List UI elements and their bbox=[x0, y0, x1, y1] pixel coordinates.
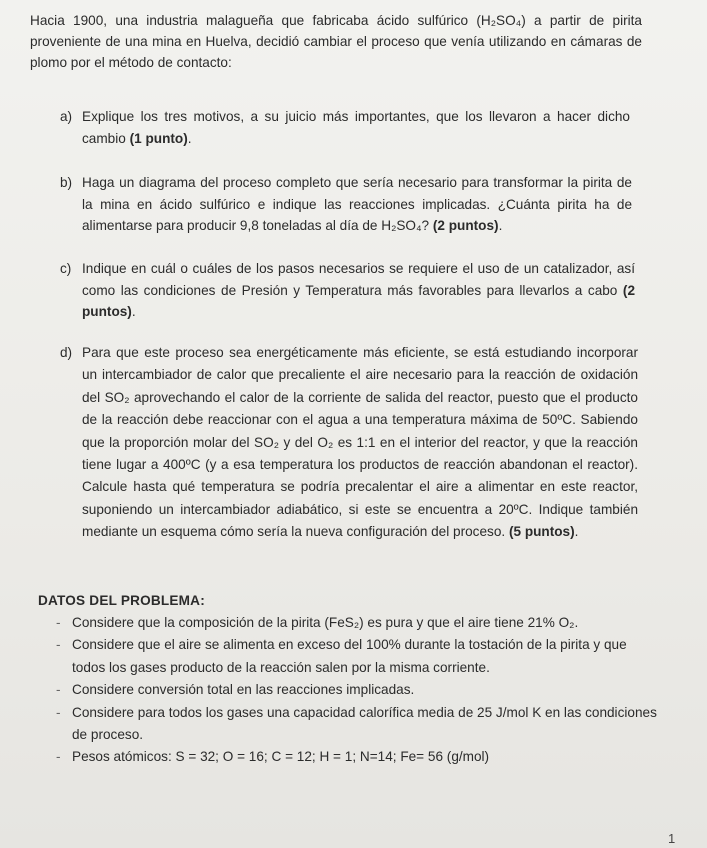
question-d: d) Para que este proceso sea energéticamente más eficiente, se está estudiando incorporar un intercambiador de calor que precaliente el aire necesario para la reacción de oxidación del SO₂ aprovechando el calor de la corriente de salida del reactor, puesto que el producto de la reacción debe reaccionar con el agua a una temperatura máxima de 50ºC. Sabiendo que la proporción molar del SO₂ y del O₂ es 1:1 en el interior del reactor, y que la reacción tiene lugar a 400ºC (y a esa temperatura los productos de reacción abandonan el reactor). Calcule hasta qué temperatura se podría precalentar el aire a alimentar en este reactor, suponiendo un intercambiador adiabático, si este se encuentra a 20ºC. Indique también mediante un esquema cómo sería la nueva configuración del proceso. (5 puntos). bbox=[60, 342, 638, 544]
page-number: 1 bbox=[668, 831, 676, 846]
list-item: - Pesos atómicos: S = 32; O = 16; C = 12; H = 1; N=14; Fe= 56 (g/mol) bbox=[54, 746, 660, 768]
question-label: d) bbox=[60, 345, 73, 360]
question-points: (5 puntos) bbox=[508, 524, 575, 540]
question-label: c) bbox=[60, 261, 72, 276]
list-item: - Considere conversión total en las reacciones implicadas. bbox=[54, 679, 660, 701]
question-text: Indique en cuál o cuáles de los pasos necesarios se requiere el uso de un catalizador, así como las condiciones de Presión y Temperatura más favorables para llevarlos a cabo bbox=[82, 261, 635, 298]
bullet: - bbox=[56, 704, 61, 720]
intro-paragraph: Hacia 1900, una industria malagueña que fabricaba ácido sulfúrico (H₂SO₄) a partir de pirita proveniente de una mina en Huelva, decidió cambiar el proceso que venía utilizando en cámaras de plomo por el método de contacto: bbox=[30, 13, 642, 70]
datos-list bbox=[54, 612, 660, 769]
question-text: Explique los tres motivos, a su juicio más importantes, que los llevaron a hacer dicho cambio bbox=[82, 109, 630, 146]
list-item: - Considere para todos los gases una capacidad calorífica media de 25 J/mol K en las condiciones de proceso. bbox=[54, 702, 660, 747]
list-item: - Considere que la composición de la pirita (FeS₂) es pura y que el aire tiene 21% O₂. bbox=[54, 612, 660, 634]
bullet: - bbox=[56, 615, 61, 630]
question-text: Haga un diagrama del proceso completo que sería necesario para transformar la pirita de la mina en ácido sulfúrico e indique las reacciones implicadas. ¿Cuánta pirita ha de alimentarse para producir 9,8 toneladas al día de H₂SO₄? bbox=[82, 175, 632, 234]
bullet: - bbox=[56, 682, 61, 698]
datos-header: DATOS DEL PROBLEMA: bbox=[38, 593, 205, 608]
question-label: b) bbox=[60, 175, 73, 190]
question-b: b) Haga un diagrama del proceso completo que sería necesario para transformar la pirita de la mina en ácido sulfúrico e indique las reacciones implicadas. ¿Cuánta pirita ha de alimentarse para producir 9,8 toneladas al día de H₂SO₄? (2 puntos). bbox=[60, 172, 632, 237]
list-item: - Considere que el aire se alimenta en exceso del 100% durante la tostación de la pirita y que todos los gases producto de la reacción salen por la misma corriente. bbox=[54, 634, 660, 679]
question-label: a) bbox=[60, 109, 73, 124]
bullet: - bbox=[56, 637, 61, 653]
bullet: - bbox=[56, 749, 61, 765]
question-text: Para que este proceso sea energéticamente más eficiente, se está estudiando incorporar un intercambiador de calor que precaliente el aire necesario para la reacción de oxidación del SO₂ aprovechando el calor de la corriente de salida del reactor, puesto que el producto de la reacción debe reaccionar con el agua a una temperatura máxima de 50ºC. Sabiendo que la proporción molar del SO₂ y del O₂ es 1:1 en el interior del reactor, y que la reacción tiene lugar a 400ºC (y a esa temperatura los productos de reacción abandonan el reactor). Calcule hasta qué temperatura se podría precalentar el aire a alimentar en este reactor, suponiendo un intercambiador adiabático, si este se encuentra a 20ºC. Indique también mediante un esquema cómo sería la nueva configuración del proceso. bbox=[82, 345, 638, 540]
question-points: (2 puntos) bbox=[432, 218, 499, 234]
question-a: a) Explique los tres motivos, a su juicio más importantes, que los llevaron a hacer dicho cambio (1 punto). bbox=[60, 106, 630, 149]
question-points: (1 punto) bbox=[129, 130, 188, 146]
question-points: (2 puntos) bbox=[82, 282, 636, 320]
question-c: c) Indique en cuál o cuáles de los pasos necesarios se requiere el uso de un catalizador, así como las condiciones de Presión y Temperatura más favorables para llevarlos a cabo (2 puntos). bbox=[60, 258, 635, 323]
